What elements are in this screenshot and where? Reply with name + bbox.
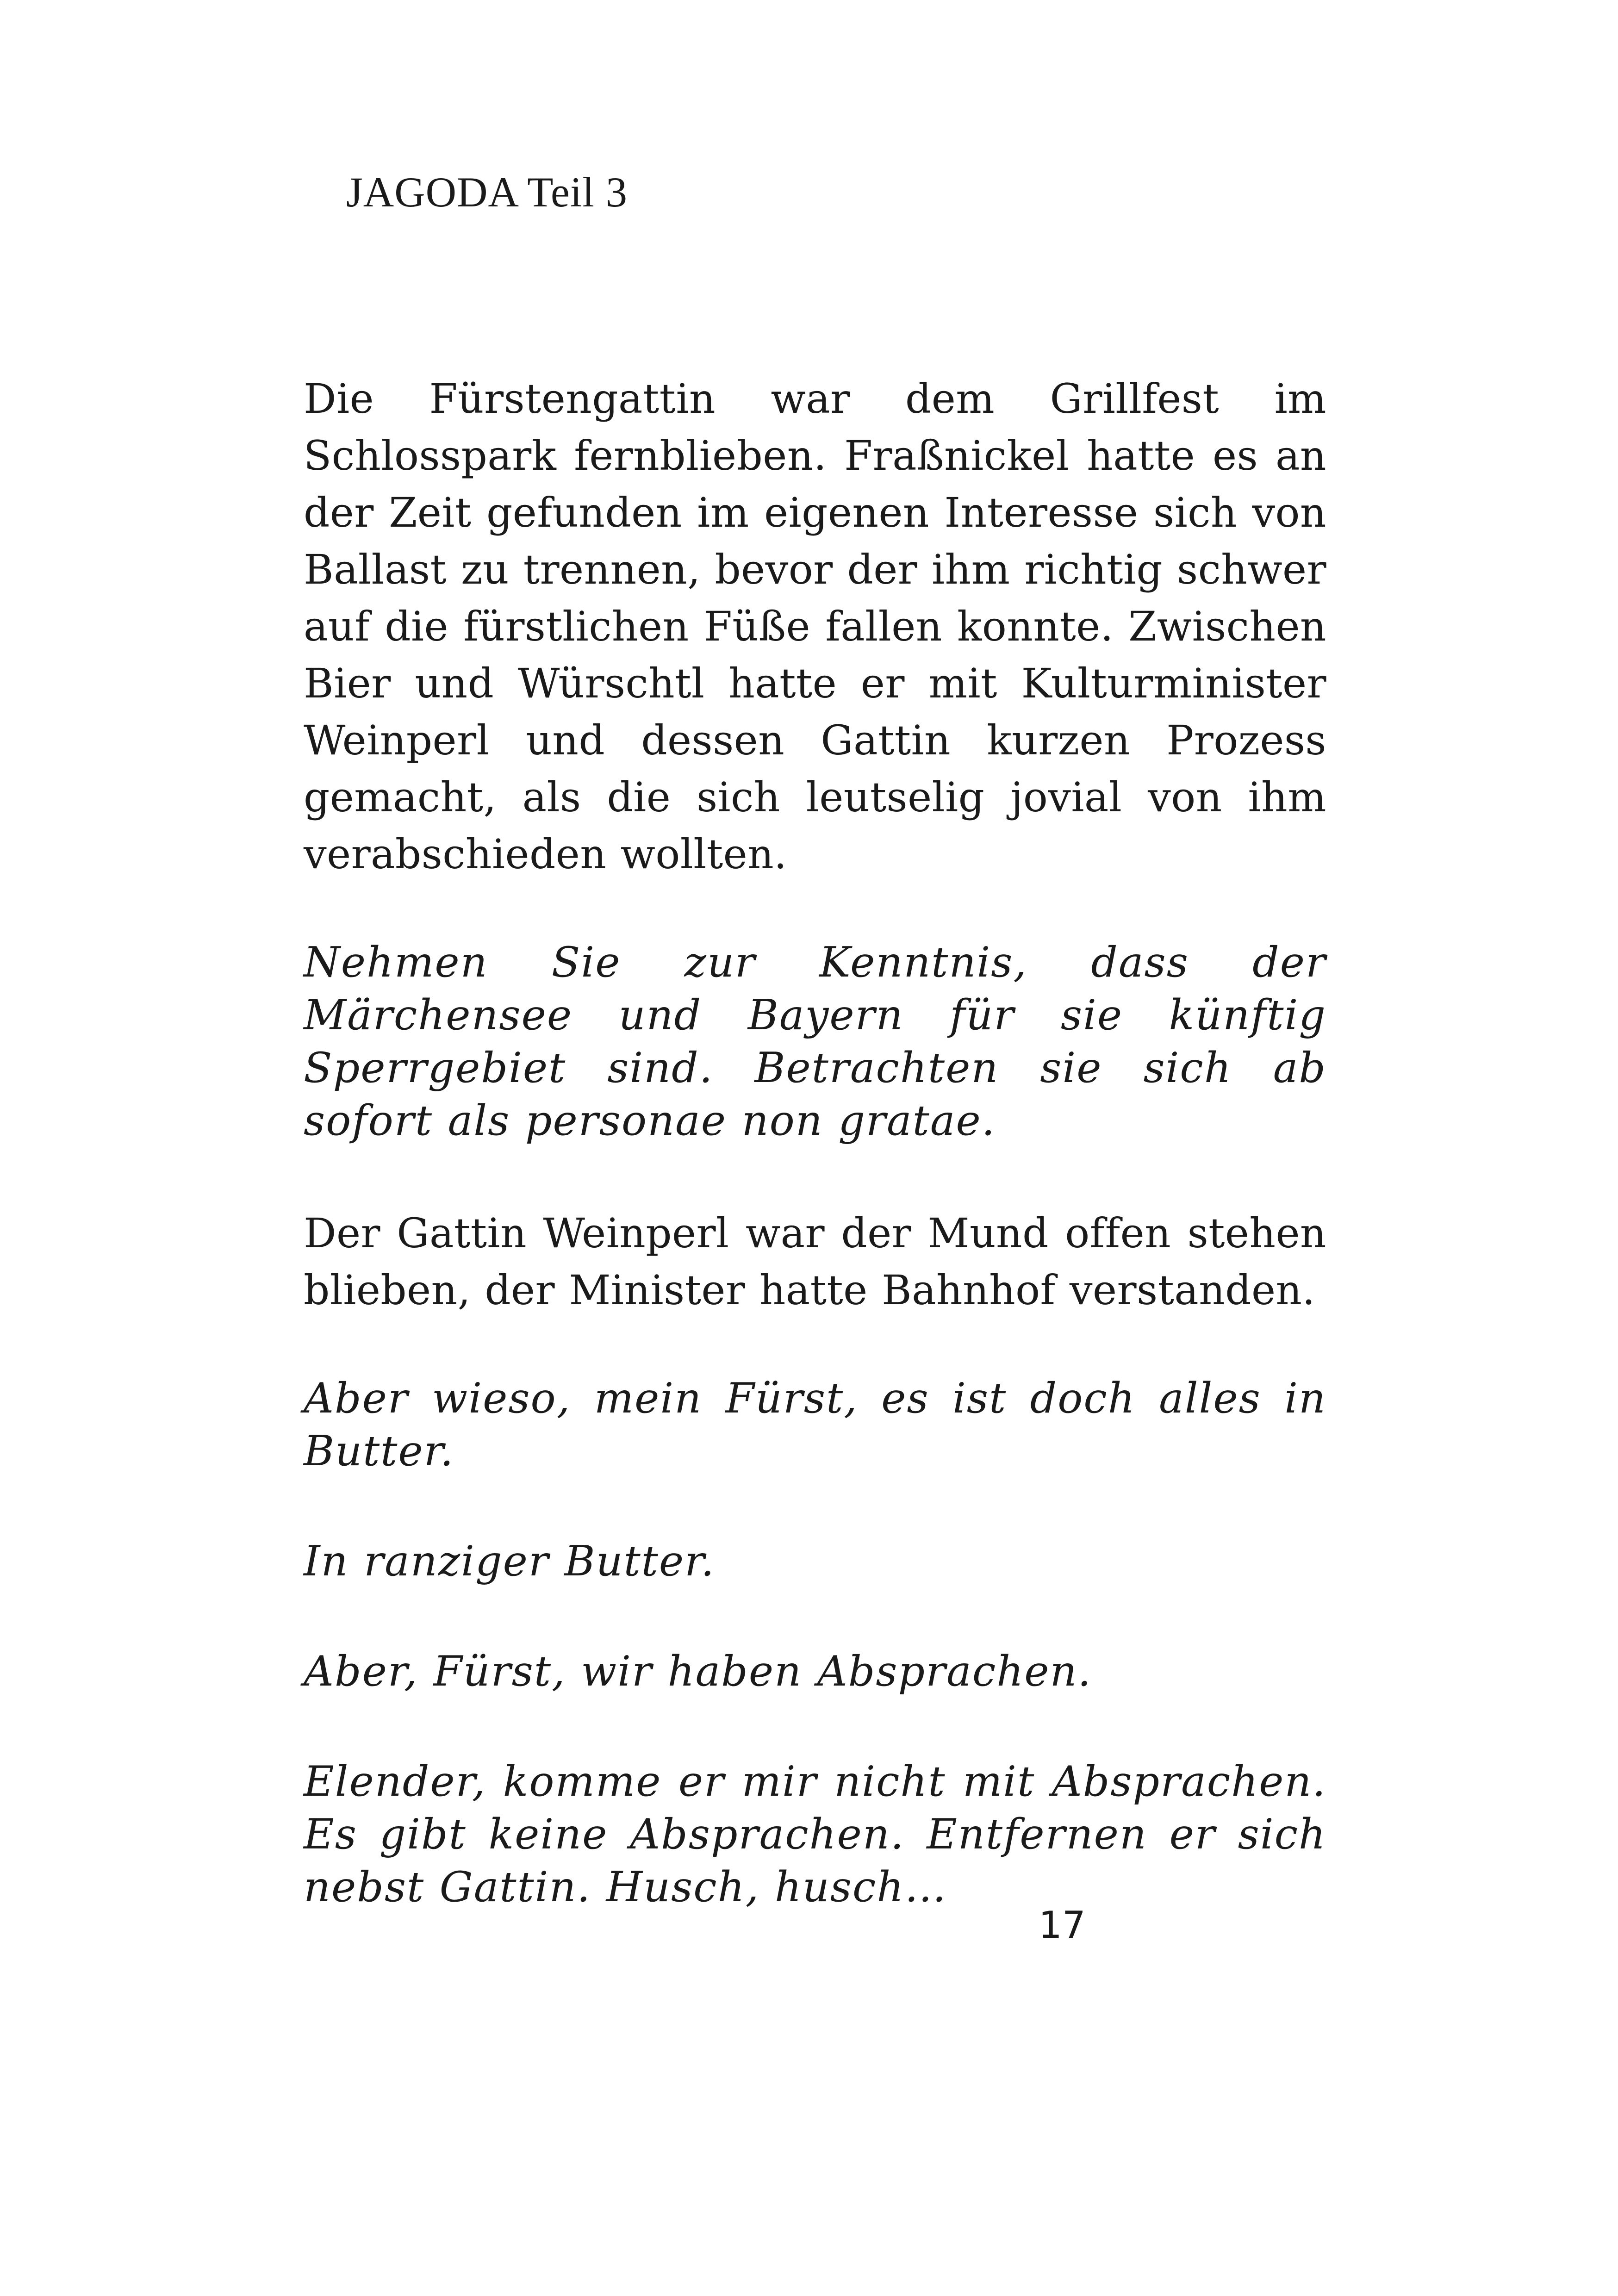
paragraph-dialogue-absprachen: Aber, Fürst, wir haben Absprachen.	[304, 1647, 1092, 1696]
body-text	[304, 370, 1326, 1914]
paragraph-narration-reaction: Der Gattin Weinperl war der Mund offen stehen blieben, der Minister hatte Bahnhof verstanden.	[304, 1209, 1326, 1314]
paragraph-dialogue-elender: Elender, komme er mir nicht mit Absprachen. Es gibt keine Absprachen. Entfernen er sich nebst Gattin. Husch, husch…	[304, 1757, 1326, 1911]
paragraph-narration-intro: Die Fürstengattin war dem Grillfest im Schlosspark fernblieben. Fraßnickel hatte es an der Zeit gefunden im eigenen Interesse sich von Ballast zu trennen, bevor der ihm richtig schwer auf die fürstlichen Füße fallen konnte. Zwischen Bier und Würschtl hatte er mit Kulturminister Weinperl und dessen Gattin kurzen Prozess gemacht, als die sich leutselig jovial von ihm verabschieden wollten.	[304, 375, 1326, 878]
paragraph-dialogue-ranzig: In ranziger Butter.	[304, 1537, 715, 1586]
paragraph-dialogue-decree: Nehmen Sie zur Kenntnis, dass der Märchensee und Bayern für sie künftig Sperrgebiet sind. Betrachten sie sich ab sofort als personae non gratae.	[304, 938, 1326, 1145]
page-number: 17	[1039, 1904, 1086, 1947]
running-header-title: JAGODA Teil 3	[346, 168, 628, 216]
paragraph-dialogue-butter: Aber wieso, mein Fürst, es ist doch alles in Butter.	[304, 1374, 1326, 1475]
